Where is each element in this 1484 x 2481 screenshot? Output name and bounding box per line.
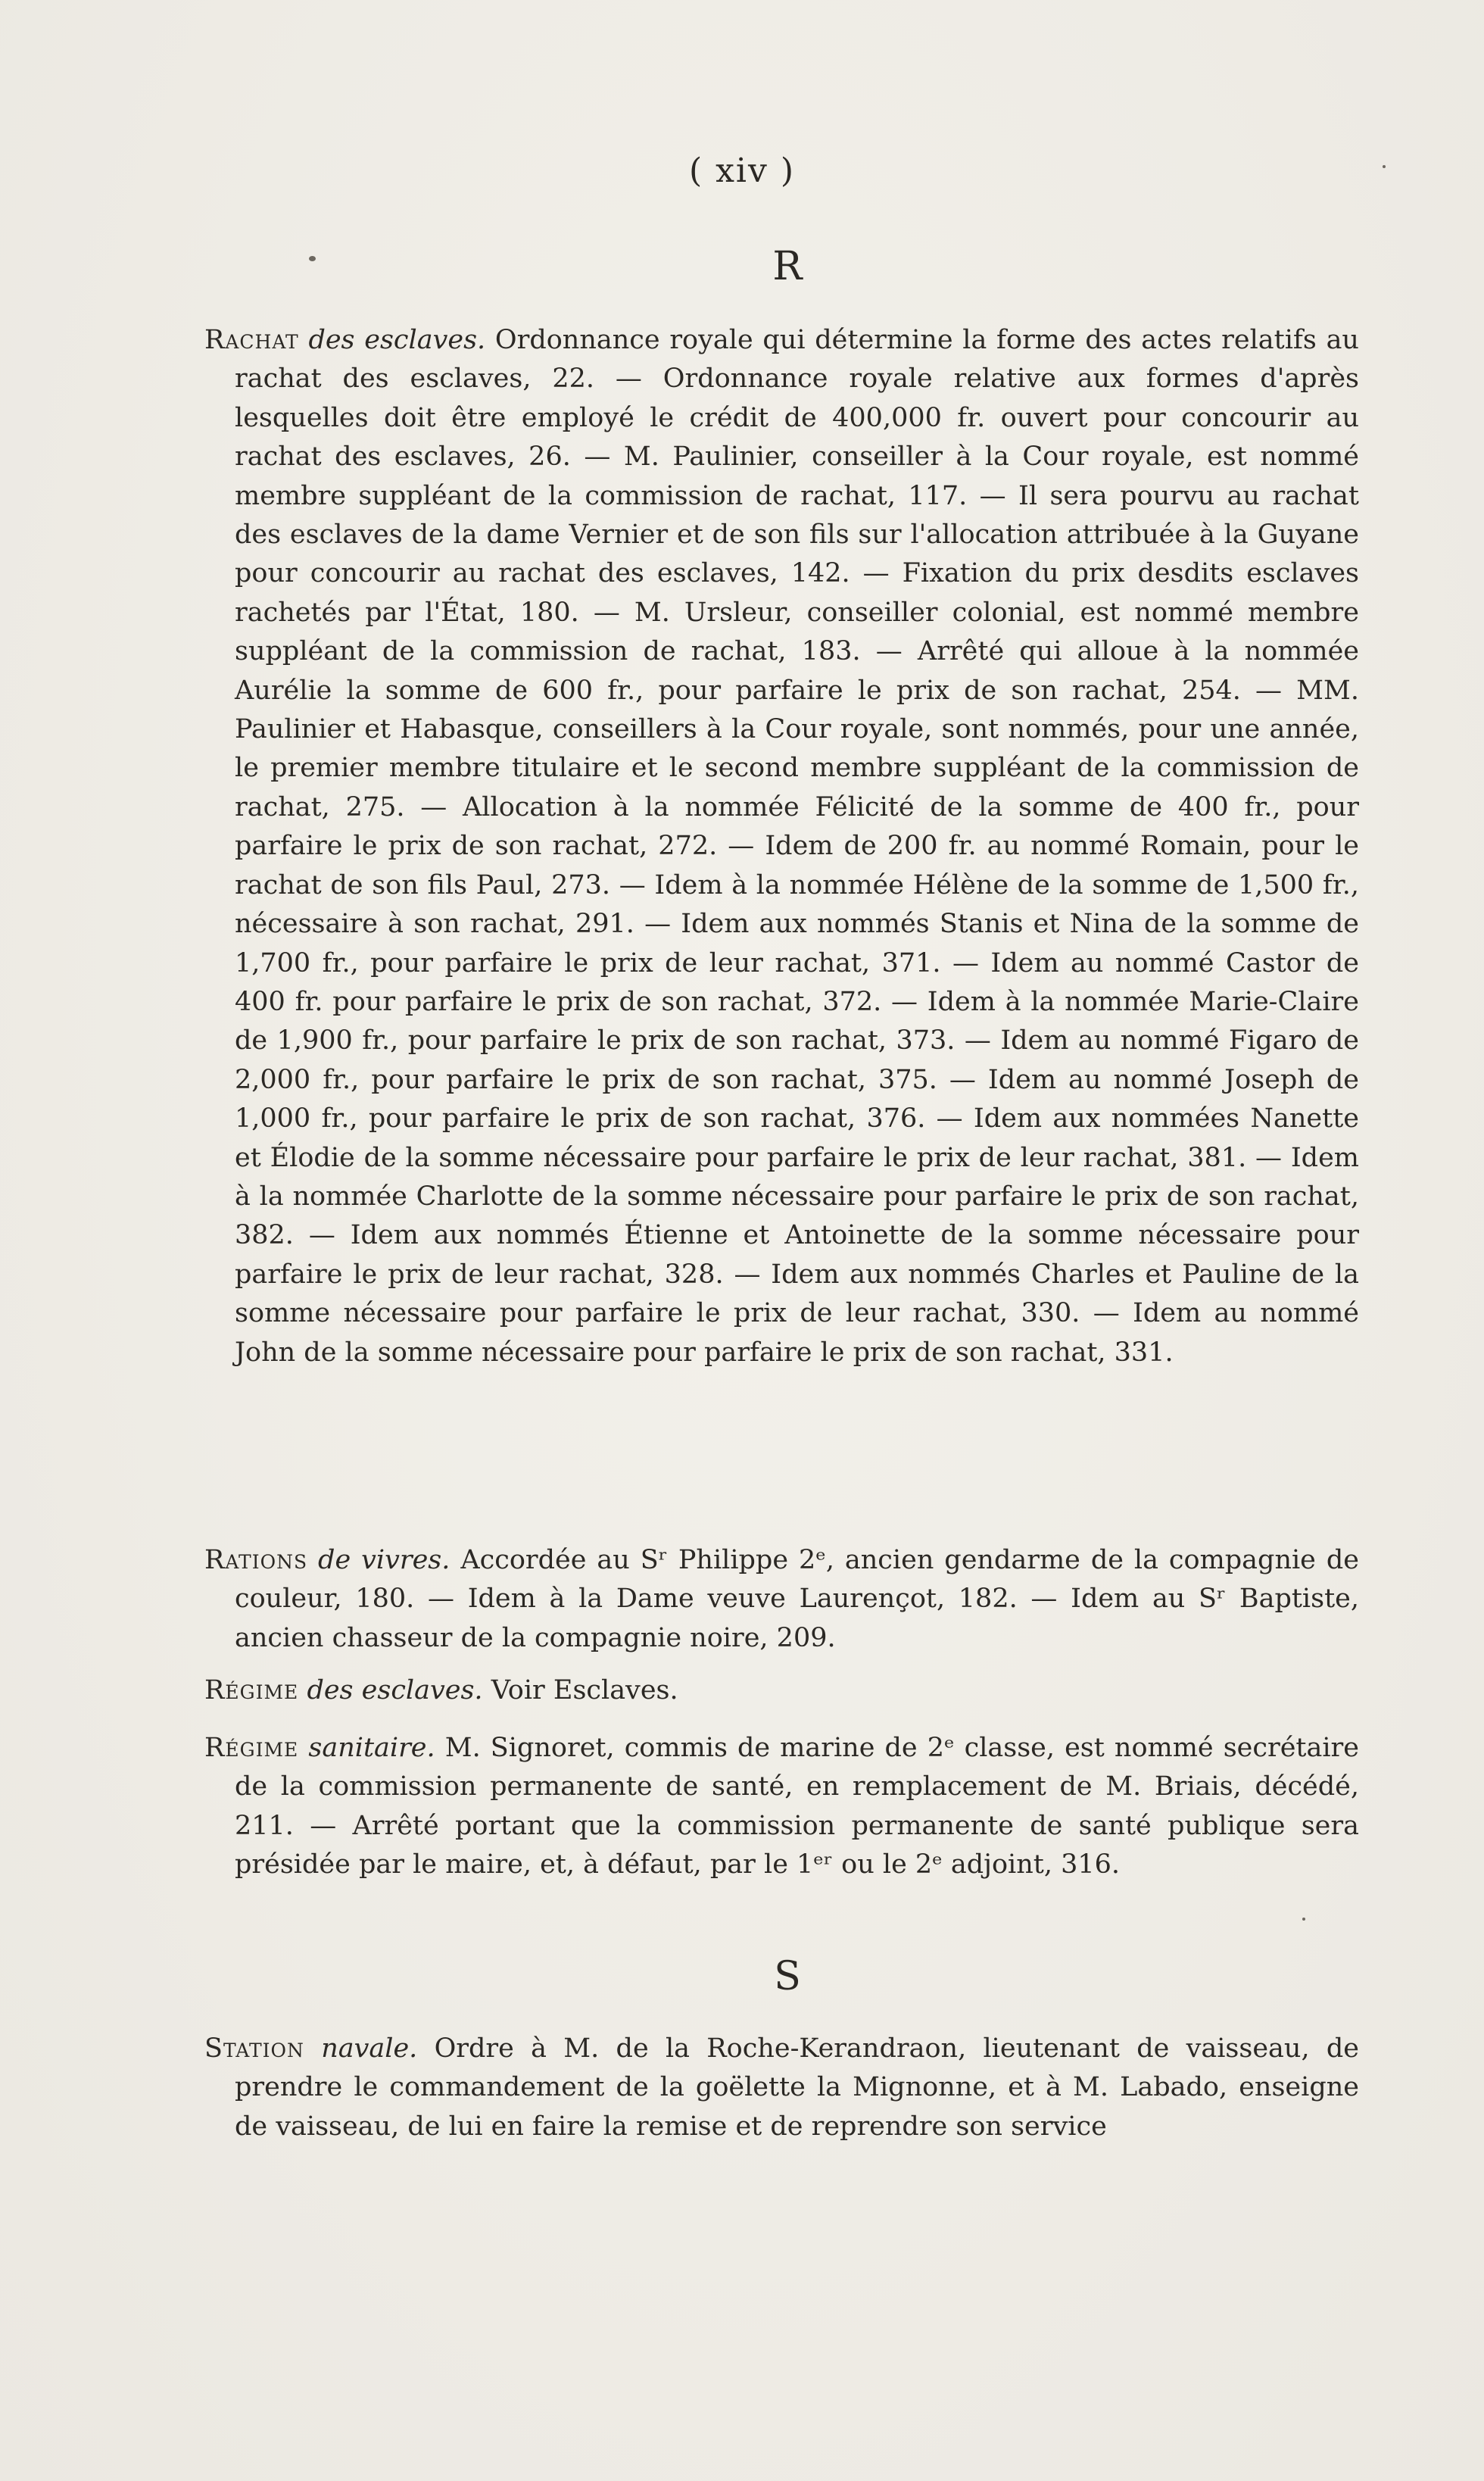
section-letter-s: S [774,1954,801,1999]
ink-speck [1383,165,1386,168]
entry-text: Accordée au Sʳ Philippe 2ᵉ, ancien gendarme de la compagnie de couleur, 180. — Idem à la Dame veuve Laurençot, 182. — Idem au Sʳ Baptiste, ancien chasseur de la compagnie noire, 209. [235,1545,1359,1653]
entry-text: Ordre à M. de la Roche-Kerandraon, lieutenant de vaisseau, de prendre le commandement de la goëlette la Mignonne, et à M. Labado, enseigne de vaisseau, de lui en faire la remise et de reprendre son service [235,2033,1359,2142]
entry-qualifier: navale. [321,2033,418,2064]
entry-station-navale [204,2030,1359,2146]
ink-speck [309,256,316,261]
entry-text: Voir Esclaves. [491,1675,678,1705]
entry-text: Ordonnance royale qui détermine la forme des actes relatifs au rachat des esclaves, 22. — Ordonnance royale relative aux formes d'après lesquelles doit être employé le crédit de 400,000 fr. ouvert pour concourir au rachat des esclaves, 26. — M. Paulinier, conseiller à la Cour royale, est nommé membre suppléant de la commission de rachat, 117. — Il sera pourvu au rachat des esclaves de la dame Vernier et de son fils sur l'allocation attribuée à la Guyane pour concourir au rachat des esclaves, 142. — Fixation du prix desdits esclaves rachetés par l'État, 180. — M. Ursleur, conseiller colonial, est nommé membre suppléant de la commission de rachat, 183. — Arrêté qui alloue à la nommée Aurélie la somme de 600 fr., pour parfaire le prix de son rachat, 254. — MM. Paulinier et Habasque, conseillers à la Cour royale, sont nommés, pour une année, le premier membre titulaire et le second membre suppléant de la commission de rachat, 275. — Allocation à la nommée Félicité de la somme de 400 fr., pour parfaire le prix de son rachat, 272. — Idem de 200 fr. au nommé Romain, pour le rachat de son fils Paul, 273. — Idem à la nommée Hélène de la somme de 1,500 fr., nécessaire à son rachat, 291. — Idem aux nommés Stanis et Nina de la somme de 1,700 fr., pour parfaire le prix de leur rachat, 371. — Idem au nommé Castor de 400 fr. pour parfaire le prix de son rachat, 372. — Idem à la nommée Marie-Claire de 1,900 fr., pour parfaire le prix de son rachat, 373. — Idem au nommé Figaro de 2,000 fr., pour parfaire le prix de son rachat, 375. — Idem au nommé Joseph de 1,000 fr., pour parfaire le prix de son rachat, 376. — Idem aux nommées Nanette et Élodie de la somme nécessaire pour parfaire le prix de leur rachat, 381. — Idem à la nommée Charlotte de la somme nécessaire pour parfaire le prix de son rachat, 382. — Idem aux nommés Étienne et Antoinette de la somme nécessaire pour parfaire le prix de leur rachat, 328. — Idem aux nommés Charles et Pauline de la somme nécessaire pour parfaire le prix de leur rachat, 330. — Idem au nommé John de la somme nécessaire pour parfaire le prix de son rachat, 331. [235,325,1359,1368]
entry-headword: Rachat [204,325,299,355]
entry-headword: Station [204,2033,304,2064]
entry-qualifier: de vivres. [318,1545,450,1575]
entry-headword: Régime [204,1675,299,1705]
section-letter-r: R [772,244,803,289]
page-number: ( xiv ) [688,151,796,190]
entry-regime-des-esclaves [204,1671,1359,1710]
entry-text: M. Signoret, commis de marine de 2ᵉ classe, est nommé secrétaire de la commission permanente de santé, en remplacement de M. Briais, décédé, 211. — Arrêté portant que la commission permanente de santé publique sera présidée par le maire, et, à défaut, par le 1ᵉʳ ou le 2ᵉ adjoint, 316. [235,1733,1359,1880]
ink-speck [1302,1918,1305,1921]
entry-qualifier: des esclaves. [307,1675,483,1705]
entry-headword: Régime [204,1733,299,1763]
entry-regime-sanitaire [204,1729,1359,1885]
entry-qualifier: des esclaves. [308,325,486,355]
entry-rations-de-vivres [204,1541,1359,1658]
entry-rachat-des-esclaves [204,321,1359,1372]
entry-qualifier: sanitaire. [308,1733,435,1763]
entry-headword: Rations [204,1545,308,1575]
